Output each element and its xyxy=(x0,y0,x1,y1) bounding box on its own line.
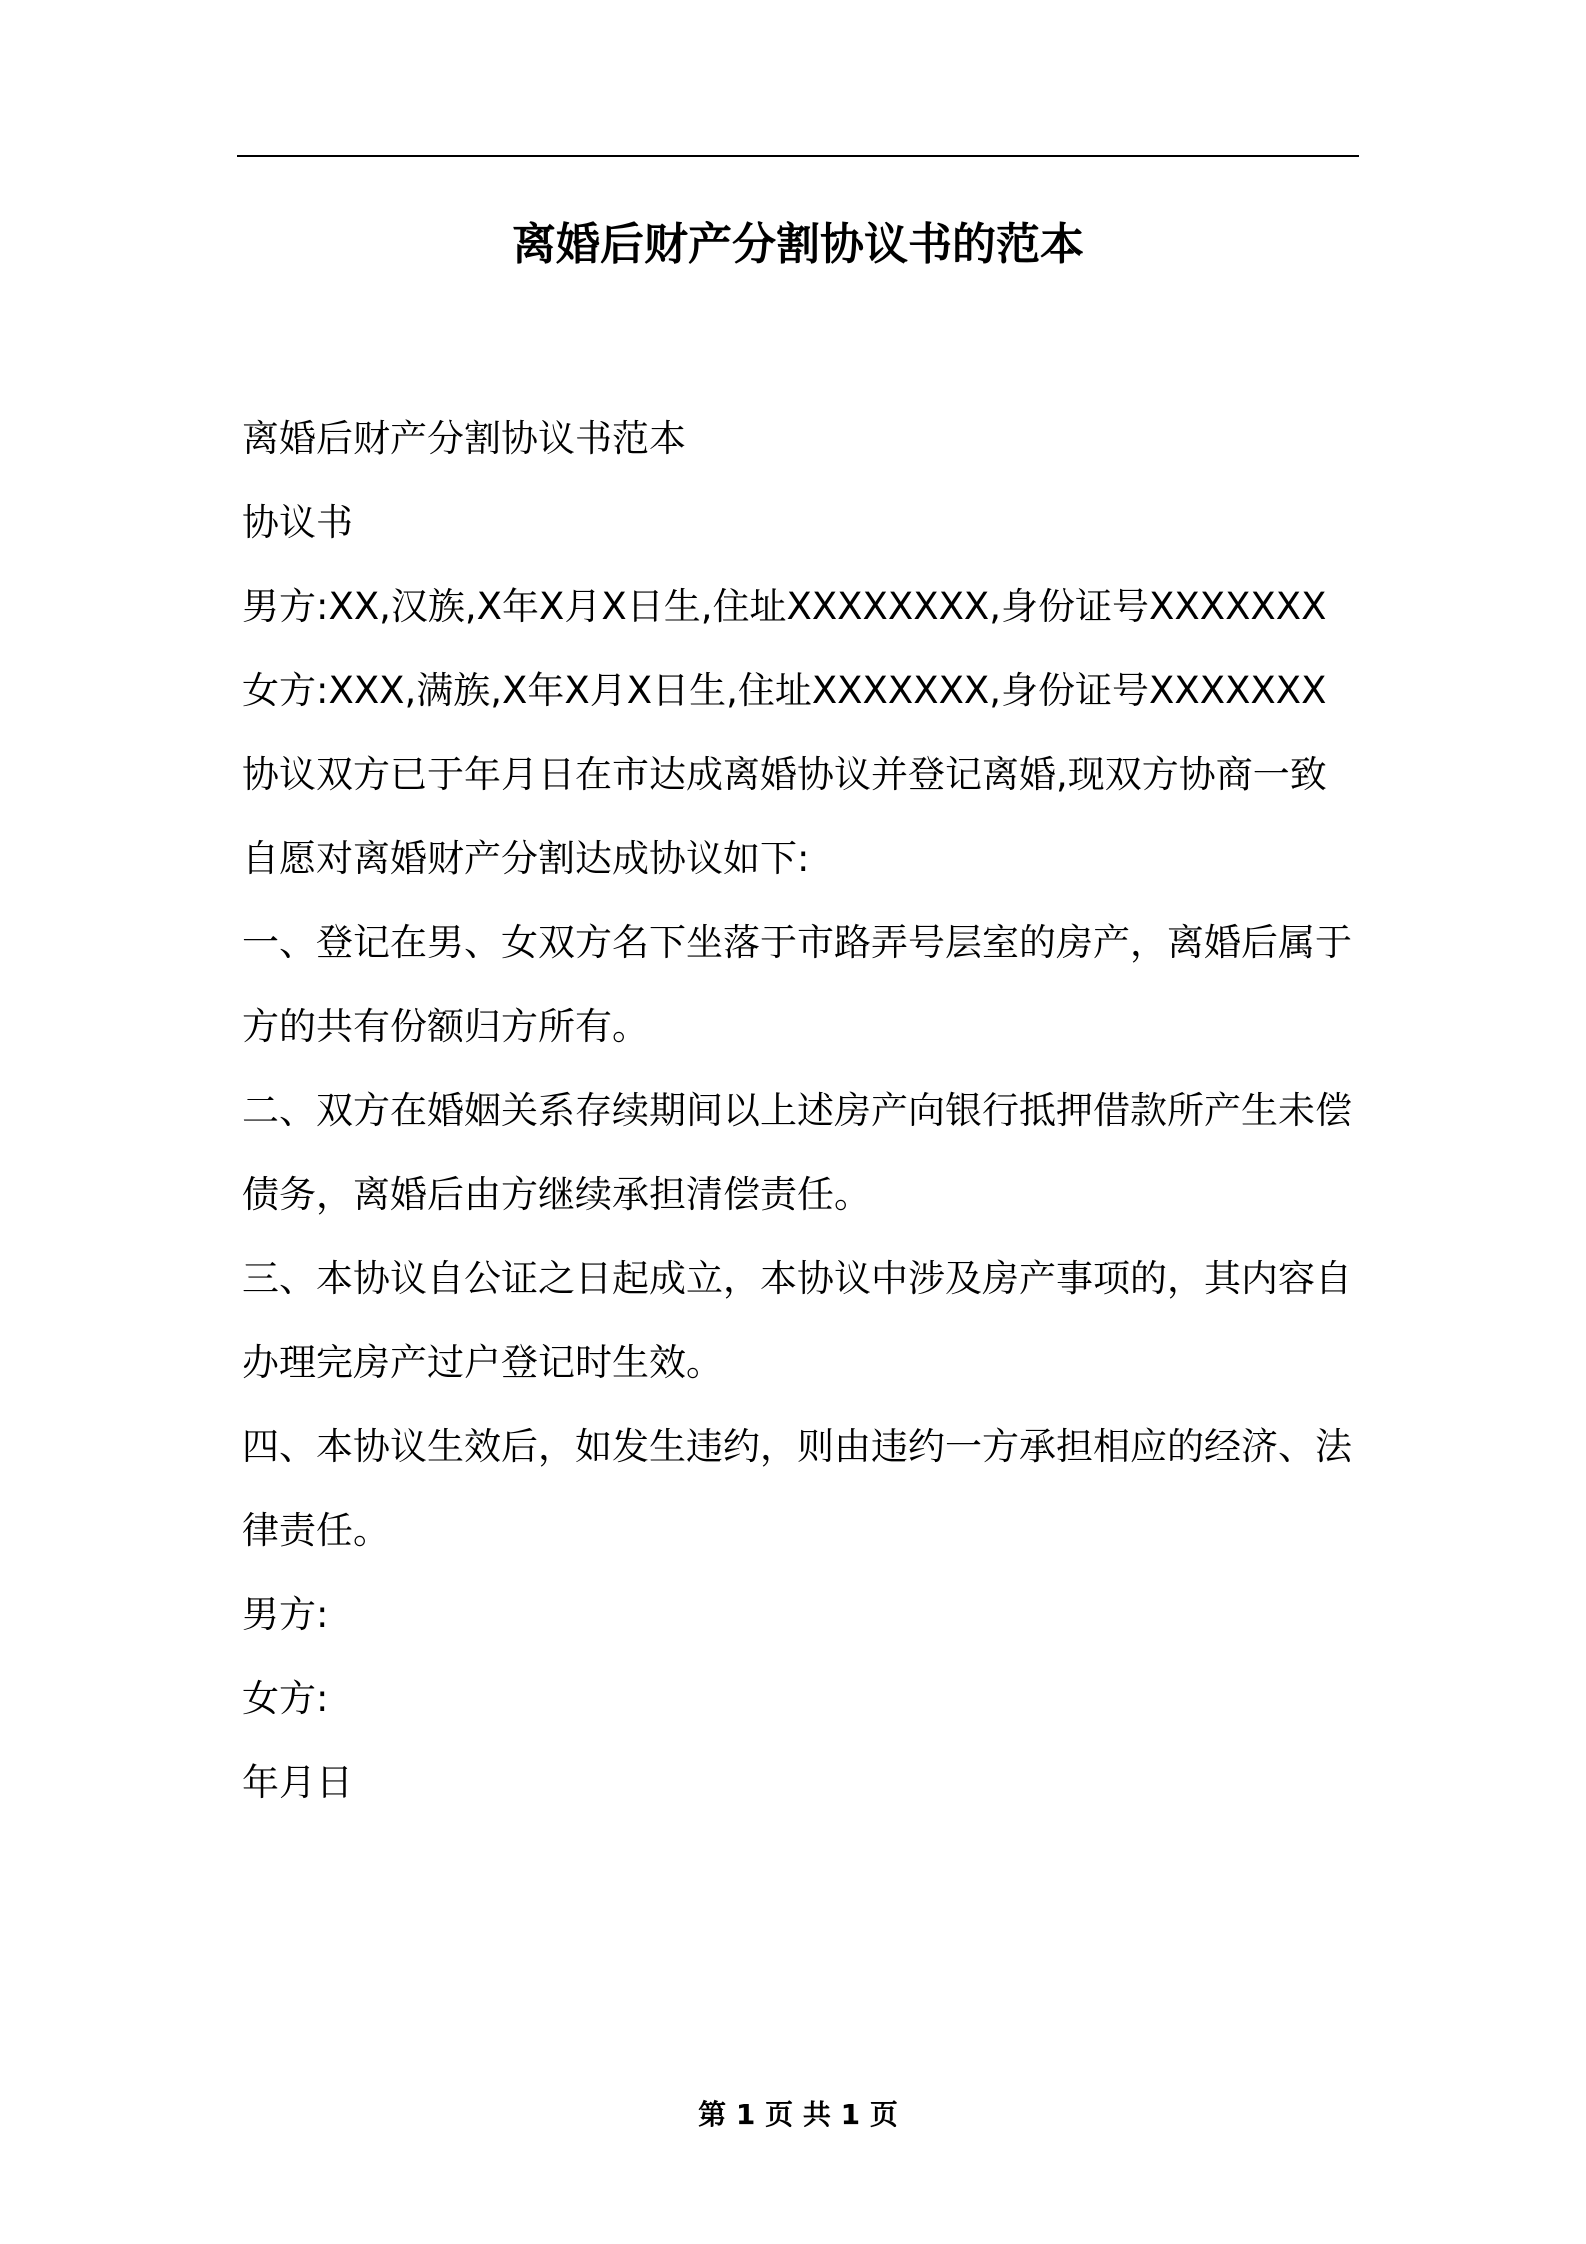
clause-2-line-1: 二、双方在婚姻关系存续期间以上述房产向银行抵押借款所产生未偿 xyxy=(242,1089,1352,1132)
header-rule xyxy=(237,155,1359,157)
clause-3-line-2: 办理完房产过户登记时生效。 xyxy=(242,1341,723,1384)
male-party-info: 男方:XX,汉族,X年X月X日生,住址XXXXXXXX,身份证号XXXXXXX xyxy=(242,585,1327,628)
clause-1-line-1: 一、登记在男、女双方名下坐落于市路弄号层室的房产，离婚后属于 xyxy=(242,921,1352,964)
clause-2-line-2: 债务，离婚后由方继续承担清偿责任。 xyxy=(242,1173,871,1216)
document-body xyxy=(242,397,1362,1825)
clause-3-line-1: 三、本协议自公证之日起成立，本协议中涉及房产事项的，其内容自 xyxy=(242,1257,1352,1300)
male-signature-line: 男方: xyxy=(242,1593,329,1636)
agreement-heading: 协议书 xyxy=(242,501,353,544)
date-line: 年月日 xyxy=(242,1761,353,1804)
female-signature-line: 女方: xyxy=(242,1677,329,1720)
subtitle-line: 离婚后财产分割协议书范本 xyxy=(242,417,686,460)
page-number-footer: 第 1 页 共 1 页 xyxy=(698,2098,898,2131)
preamble-line-2: 自愿对离婚财产分割达成协议如下: xyxy=(242,837,810,880)
clause-4-line-1: 四、本协议生效后，如发生违约，则由违约一方承担相应的经济、法 xyxy=(242,1425,1352,1468)
female-party-info: 女方:XXX,满族,X年X月X日生,住址XXXXXXX,身份证号XXXXXXX xyxy=(242,669,1327,712)
clause-1-line-2: 方的共有份额归方所有。 xyxy=(242,1005,649,1048)
preamble-line-1: 协议双方已于年月日在市达成离婚协议并登记离婚,现双方协商一致 xyxy=(242,753,1327,796)
document-title: 离婚后财产分割协议书的范本 xyxy=(512,219,1084,270)
clause-4-line-2: 律责任。 xyxy=(242,1509,390,1552)
